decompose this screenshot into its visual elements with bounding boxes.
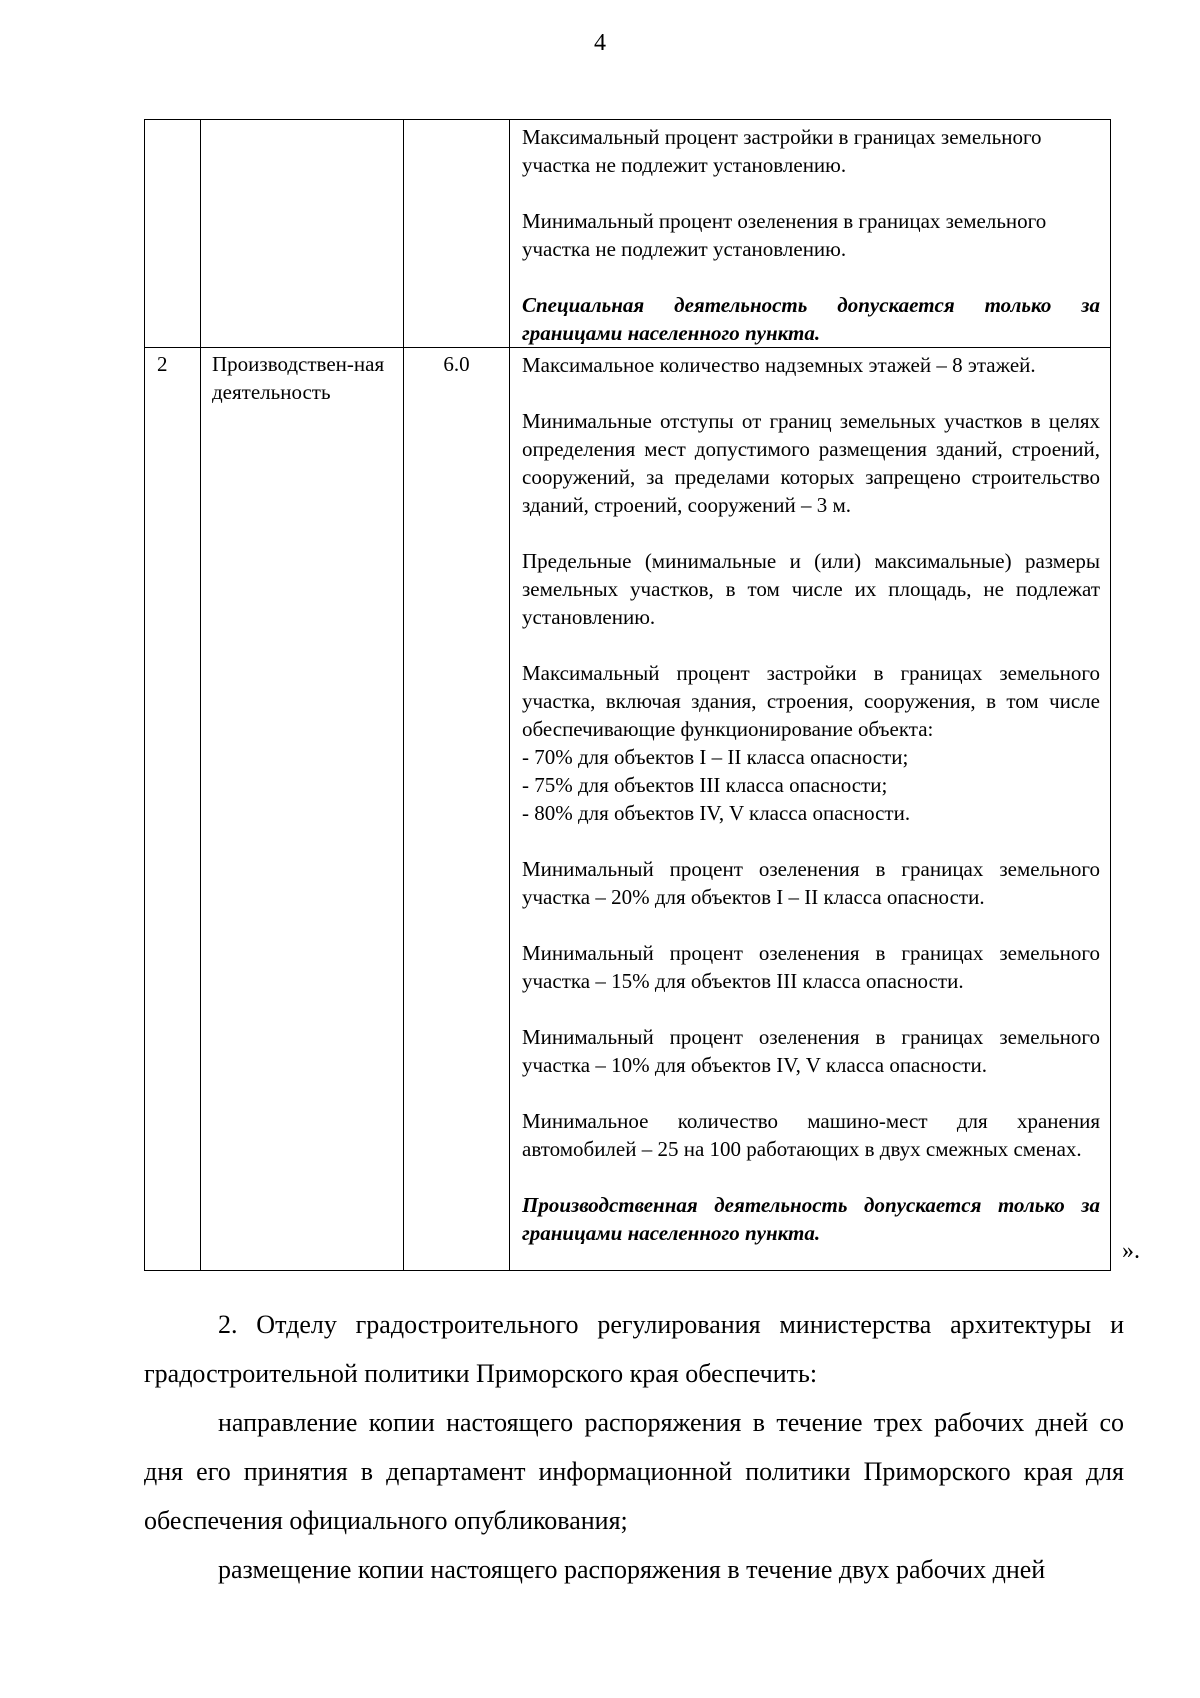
row-code-cell: 6.0 (404, 348, 510, 1271)
description-line: границами населенного пункта. (522, 321, 821, 345)
row-code-cell (404, 120, 510, 348)
closing-quote: ». (1122, 1238, 1140, 1264)
restriction-note (522, 291, 1100, 347)
description-line: участка не подлежит установлению. (522, 153, 847, 177)
description-paragraph: Минимальные отступы от границ земельных участков в целях определения мест допустимого размещения зданий, строений, сооружений, за пределами которых запрещено строительство зданий, строений, сооружений – 3 м. (522, 409, 1100, 517)
row-name-cell (201, 120, 404, 348)
body-text (144, 1300, 1124, 1594)
description-line: участка не подлежит установлению. (522, 237, 847, 261)
description-paragraph (522, 659, 1100, 827)
restriction-note: Производственная деятельность допускается только за границами населенного пункта. (522, 1193, 1100, 1245)
row-description-cell (510, 120, 1111, 348)
table-row (145, 120, 1111, 348)
row-description-cell (510, 348, 1111, 1271)
list-item: - 75% для объектов III класса опасности; (522, 773, 888, 797)
list-item: - 80% для объектов IV, V класса опасности. (522, 801, 911, 825)
table-row (145, 348, 1111, 1271)
description-paragraph: Максимальное количество надземных этажей – 8 этажей. (522, 353, 1036, 377)
regulations-table (144, 119, 1111, 1271)
list-item: - 70% для объектов I – II класса опасности; (522, 745, 909, 769)
description-line: Максимальный процент застройки в границах земельного (522, 125, 1042, 149)
row-number-cell (145, 120, 201, 348)
description-paragraph: Минимальный процент озеленения в границах земельного участка – 15% для объектов III класса опасности. (522, 941, 1100, 993)
description-paragraph: Минимальное количество машино-мест для хранения автомобилей – 25 на 100 работающих в двух смежных сменах. (522, 1109, 1100, 1161)
body-paragraph: размещение копии настоящего распоряжения в течение двух рабочих дней (218, 1555, 1046, 1584)
description-paragraph: Минимальный процент озеленения в границах земельного участка – 20% для объектов I – II класса опасности. (522, 857, 1100, 909)
row-name-cell: Производствен-ная деятельность (201, 348, 404, 1271)
body-paragraph: направление копии настоящего распоряжения в течение трех рабочих дней со дня его принятия в департамент информационной политики Приморского края для обеспечения официального опубликования; (144, 1408, 1124, 1535)
description-paragraph: Предельные (минимальные и (или) максимальные) размеры земельных участков, в том числе их площадь, не подлежат установлению. (522, 549, 1100, 629)
page-number: 4 (594, 30, 606, 56)
description-line: Максимальный процент застройки в границах земельного участка, включая здания, строения, сооружения, в том числе обеспечивающие функционирование объекта: (522, 661, 1100, 741)
row-number-cell: 2 (145, 348, 201, 1271)
body-paragraph: 2. Отделу градостроительного регулирования министерства архитектуры и градостроительной политики Приморского края обеспечить: (144, 1310, 1124, 1388)
description-line: Минимальный процент озеленения в границах земельного (522, 209, 1047, 233)
description-line: Специальная деятельность допускается только за (522, 293, 1100, 317)
description-paragraph (522, 207, 1100, 263)
description-paragraph: Минимальный процент озеленения в границах земельного участка – 10% для объектов IV, V класса опасности. (522, 1025, 1100, 1077)
description-paragraph (522, 123, 1100, 179)
